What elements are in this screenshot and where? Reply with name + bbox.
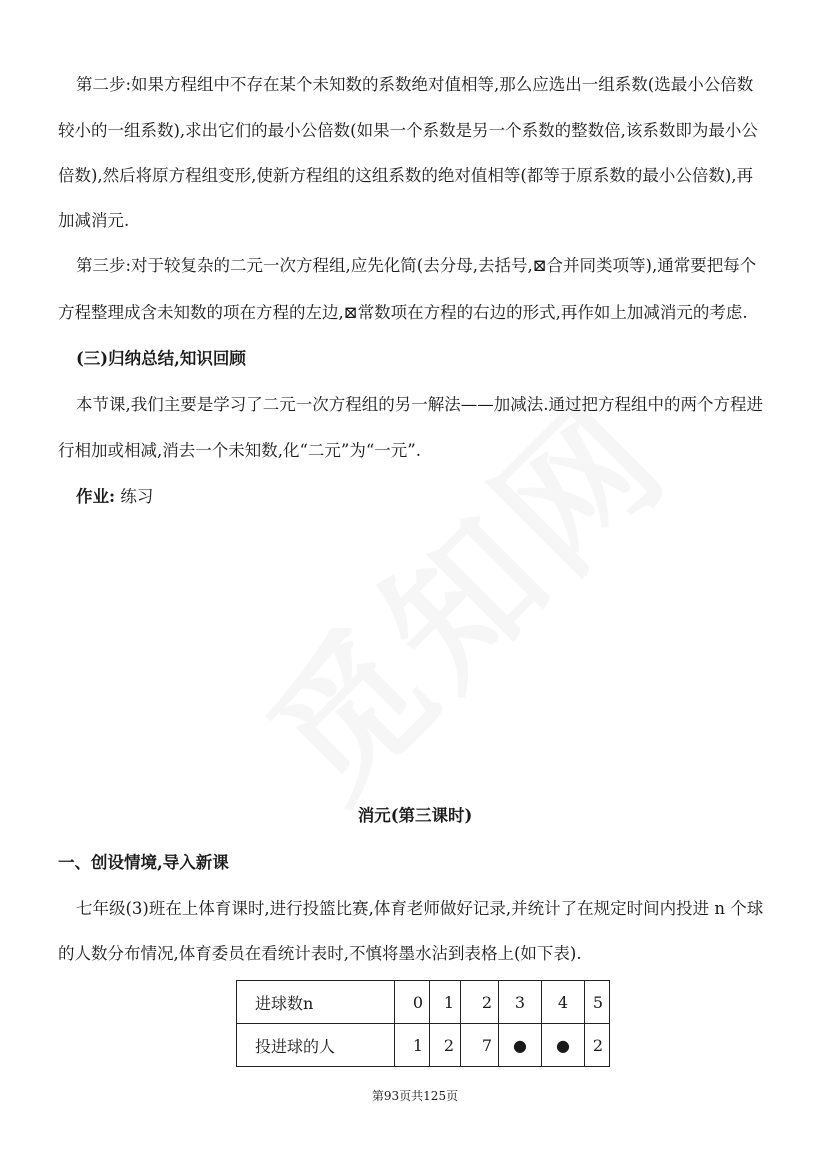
watermark [92, 222, 827, 957]
table-header-cell: 投进球的人 [237, 1024, 395, 1067]
summary-line-2: 行相加或相减,消去一个未知数,化“二元”为“一元”. [58, 441, 421, 460]
table-cell: 7 [461, 1024, 499, 1067]
table-cell: 3 [499, 981, 542, 1024]
step2-line-3: 倍数),然后将原方程组变形,使新方程组的这组系数的绝对值相等(都等于原系数的最小公倍数),再 [58, 166, 754, 185]
summary-heading: (三)归纳总结,知识回顾 [76, 349, 246, 368]
table-cell: 5 [585, 981, 610, 1024]
table-row [237, 981, 610, 1024]
section1-heading: 一、创设情境,导入新课 [58, 853, 229, 872]
homework-label: 作业: [76, 487, 116, 506]
table-cell: 4 [542, 981, 585, 1024]
homework [76, 486, 796, 508]
page-footer: 第93页共125页 [371, 1089, 459, 1103]
table-cell: 2 [430, 1024, 461, 1067]
table-cell: 1 [430, 981, 461, 1024]
intro-line-2: 的人数分布情况,体育委员在看统计表时,不慎将墨水沾到表格上(如下表). [58, 944, 582, 963]
intro-line-1: 七年级(3)班在上体育课时,进行投篮比赛,体育老师做好记录,并统计了在规定时间内投进 n 个球 [76, 899, 764, 918]
lesson-title: 消元(第三课时) [357, 806, 473, 825]
step2-line-2: 较小的一组系数),求出它们的最小公倍数(如果一个系数是另一个系数的整数倍,该系数即为最小公 [58, 121, 758, 140]
table-row [237, 1024, 610, 1067]
step3-line-1: 第三步:对于较复杂的二元一次方程组,应先化简(去分母,去括号,⊠合并同类项等),通常要把每个 [76, 256, 757, 275]
stats-table [236, 980, 610, 1067]
table-cell: 0 [395, 981, 430, 1024]
table-cell: 2 [585, 1024, 610, 1067]
summary-line-1: 本节课,我们主要是学习了二元一次方程组的另一解法——加减法.通过把方程组中的两个方程进 [76, 395, 763, 414]
step3-line-2: 方程整理成含未知数的项在方程的左边,⊠常数项在方程的右边的形式,再作如上加减消元的考虑. [58, 303, 748, 322]
table-cell: 2 [461, 981, 499, 1024]
step2-line-4: 加减消元. [58, 211, 130, 230]
table-header-cell: 进球数n [237, 981, 395, 1024]
ink-blot-cell: ● [499, 1024, 542, 1067]
step2-line-1: 第二步:如果方程组中不存在某个未知数的系数绝对值相等,那么应选出一组系数(选最小公倍数 [76, 75, 754, 94]
table-cell: 1 [395, 1024, 430, 1067]
ink-blot-cell: ● [542, 1024, 585, 1067]
homework-text: 练习 [120, 487, 154, 506]
